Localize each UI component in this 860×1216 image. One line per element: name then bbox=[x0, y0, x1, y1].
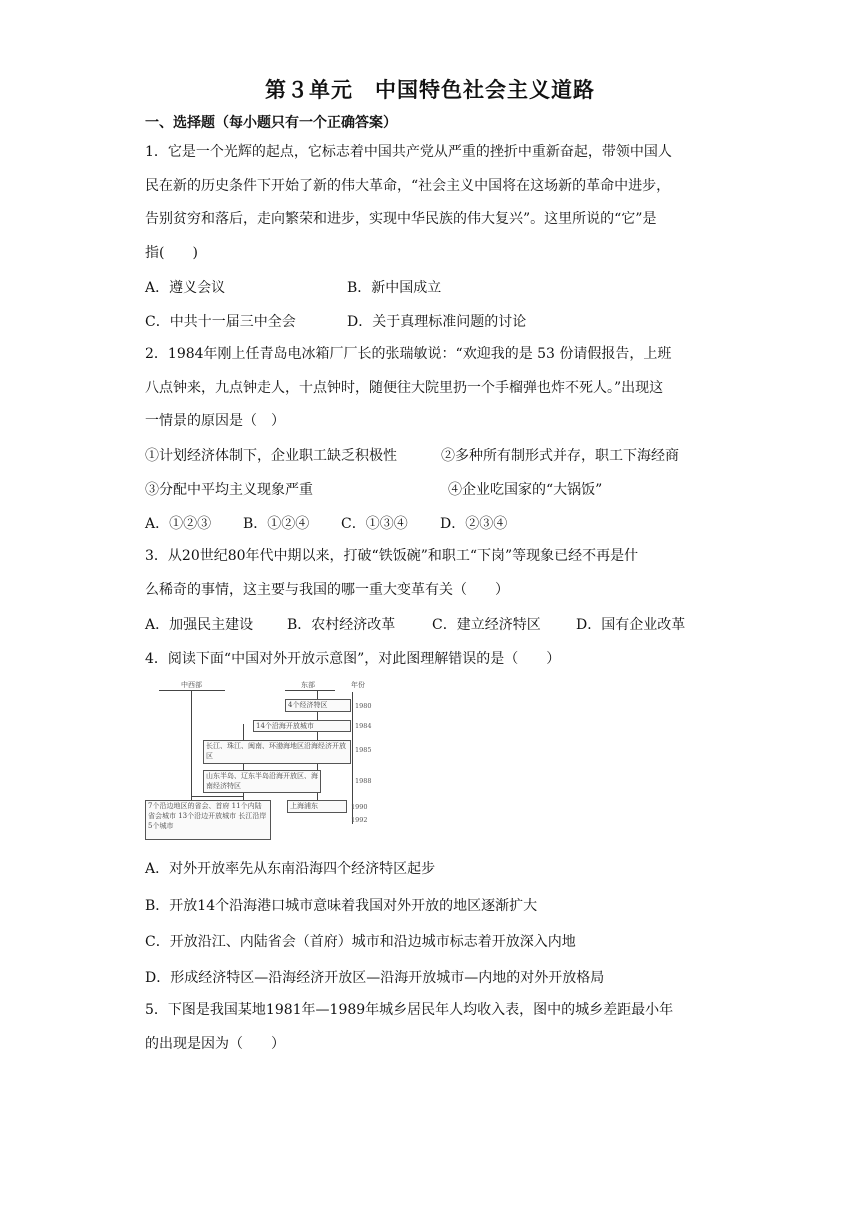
question-5-line: 5．下图是我国某地1981年—1989年城乡居民年人均收入表，图中的城乡差距最小年 bbox=[145, 1002, 674, 1018]
question-3-line: 么稀奇的事情，这主要与我国的哪一重大变革有关（ ） bbox=[145, 581, 509, 598]
option-b[interactable]: B．新中国成立 bbox=[347, 280, 442, 296]
diagram-col-right: 年份 bbox=[351, 681, 365, 689]
question-3-options bbox=[145, 614, 685, 634]
diagram-box: 4个经济特区 bbox=[285, 699, 351, 712]
question-1-line: 1．它是一个光辉的起点，它标志着中国共产党从严重的挫折中重新奋起，带领中国人 bbox=[145, 144, 672, 160]
option-a[interactable]: A．遵义会议 bbox=[145, 280, 226, 296]
question-1-line: 告别贫穷和落后，走向繁荣和进步，实现中华民族的伟大复兴”。这里所说的“它”是 bbox=[145, 211, 657, 227]
diagram-year: 1988 bbox=[355, 777, 372, 785]
question-2-stem bbox=[145, 338, 720, 439]
diagram-box: 7个沿边地区的省会、首府 11个内陆省会城市 13个沿边开放城市 长江沿岸5个城市 bbox=[145, 800, 271, 840]
diagram-year: 1984 bbox=[355, 722, 372, 730]
question-2-line: 2．1984年刚上任青岛电冰箱厂厂长的张瑞敏说：“欢迎我的是 53 份请假报告，上班 bbox=[145, 346, 672, 362]
option-c[interactable]: C．中共十一届三中全会 bbox=[145, 314, 296, 330]
option-d[interactable]: D．形成经济特区—沿海经济开放区—沿海开放城市—内地的对外开放格局 bbox=[145, 970, 605, 986]
question-2-options bbox=[145, 513, 507, 533]
question-3-line: 3．从20世纪80年代中期以来，打破“铁饭碗”和职工“下岗”等现象已经不再是什 bbox=[145, 548, 639, 564]
diagram-line bbox=[191, 796, 243, 797]
option-d[interactable]: D．国有企业改革 bbox=[576, 617, 686, 633]
diagram-line bbox=[285, 690, 335, 691]
option-b[interactable]: B．开放14个沿海港口城市意味着我国对外开放的地区逐渐扩大 bbox=[145, 898, 538, 914]
diagram-box: 上海浦东 bbox=[287, 800, 347, 813]
option-a[interactable]: A．①②③ bbox=[145, 516, 212, 532]
option-c[interactable]: C．建立经济特区 bbox=[432, 617, 541, 633]
question-5-line: 的出现是因为（ ） bbox=[145, 1035, 285, 1052]
page-title: 第３单元 中国特色社会主义道路 bbox=[265, 78, 595, 102]
question-3-stem bbox=[145, 540, 720, 607]
diagram-year: 1990 bbox=[351, 803, 368, 811]
question-2-line: 一情景的原因是（ ） bbox=[145, 413, 285, 429]
diagram-line bbox=[159, 690, 225, 691]
option-c[interactable]: C．开放沿江、内陆省会（首府）城市和沿边城市标志着开放深入内地 bbox=[145, 934, 576, 950]
diagram-line bbox=[191, 690, 192, 800]
option-b[interactable]: B．农村经济改革 bbox=[287, 617, 396, 633]
question-1-stem bbox=[145, 136, 720, 270]
question-2-line: 八点钟来，九点钟走人，十点钟时，随便往大院里扔一个手榴弹也炸不死人。”出现这 bbox=[145, 379, 664, 396]
question-1-line: 指( ) bbox=[145, 244, 198, 261]
option-b[interactable]: B．①②④ bbox=[243, 516, 310, 532]
diagram-year: 1985 bbox=[355, 746, 372, 754]
option-c[interactable]: C．①③④ bbox=[341, 516, 408, 532]
question-1-options-row2 bbox=[145, 311, 526, 331]
statement-1: ①计划经济体制下，企业职工缺乏积极性 bbox=[145, 448, 397, 464]
statement-2: ②多种所有制形式并存，职工下海经商 bbox=[441, 448, 679, 464]
question-4-stem: 4．阅读下面“中国对外开放示意图”，对此图理解错误的是（ ） bbox=[145, 651, 561, 667]
diagram-box: 长江、珠江、闽南、环渤海地区沿海经济开放区 bbox=[203, 740, 351, 764]
question-2-items-row1 bbox=[145, 445, 679, 465]
question-5-stem bbox=[145, 994, 720, 1061]
diagram-box: 山东半岛、辽东半岛沿海开放区、海南经济特区 bbox=[203, 770, 321, 793]
question-2-items-row2 bbox=[145, 479, 602, 499]
statement-4: ④企业吃国家的“大锅饭” bbox=[448, 482, 603, 498]
option-d[interactable]: D．关于真理标准问题的讨论 bbox=[347, 314, 527, 330]
diagram-year: 1992 bbox=[351, 816, 368, 824]
option-a[interactable]: A．对外开放率先从东南沿海四个经济特区起步 bbox=[145, 861, 436, 877]
diagram-box: 14个沿海开放城市 bbox=[253, 720, 351, 732]
diagram-year: 1980 bbox=[355, 702, 372, 710]
option-d[interactable]: D．②③④ bbox=[440, 516, 508, 532]
statement-3: ③分配中平均主义现象严重 bbox=[145, 482, 313, 498]
option-a[interactable]: A．加强民主建设 bbox=[145, 617, 254, 633]
diagram-col-left: 中西部 bbox=[181, 681, 202, 689]
diagram-col-mid: 东部 bbox=[301, 681, 315, 689]
opening-up-diagram bbox=[145, 676, 385, 830]
question-1-line: 民在新的历史条件下开始了新的伟大革命，“社会主义中国将在这场新的革命中进步， bbox=[145, 177, 671, 194]
section-heading: 一、选择题（每小题只有一个正确答案） bbox=[145, 115, 397, 131]
question-1-options-row1 bbox=[145, 277, 441, 297]
